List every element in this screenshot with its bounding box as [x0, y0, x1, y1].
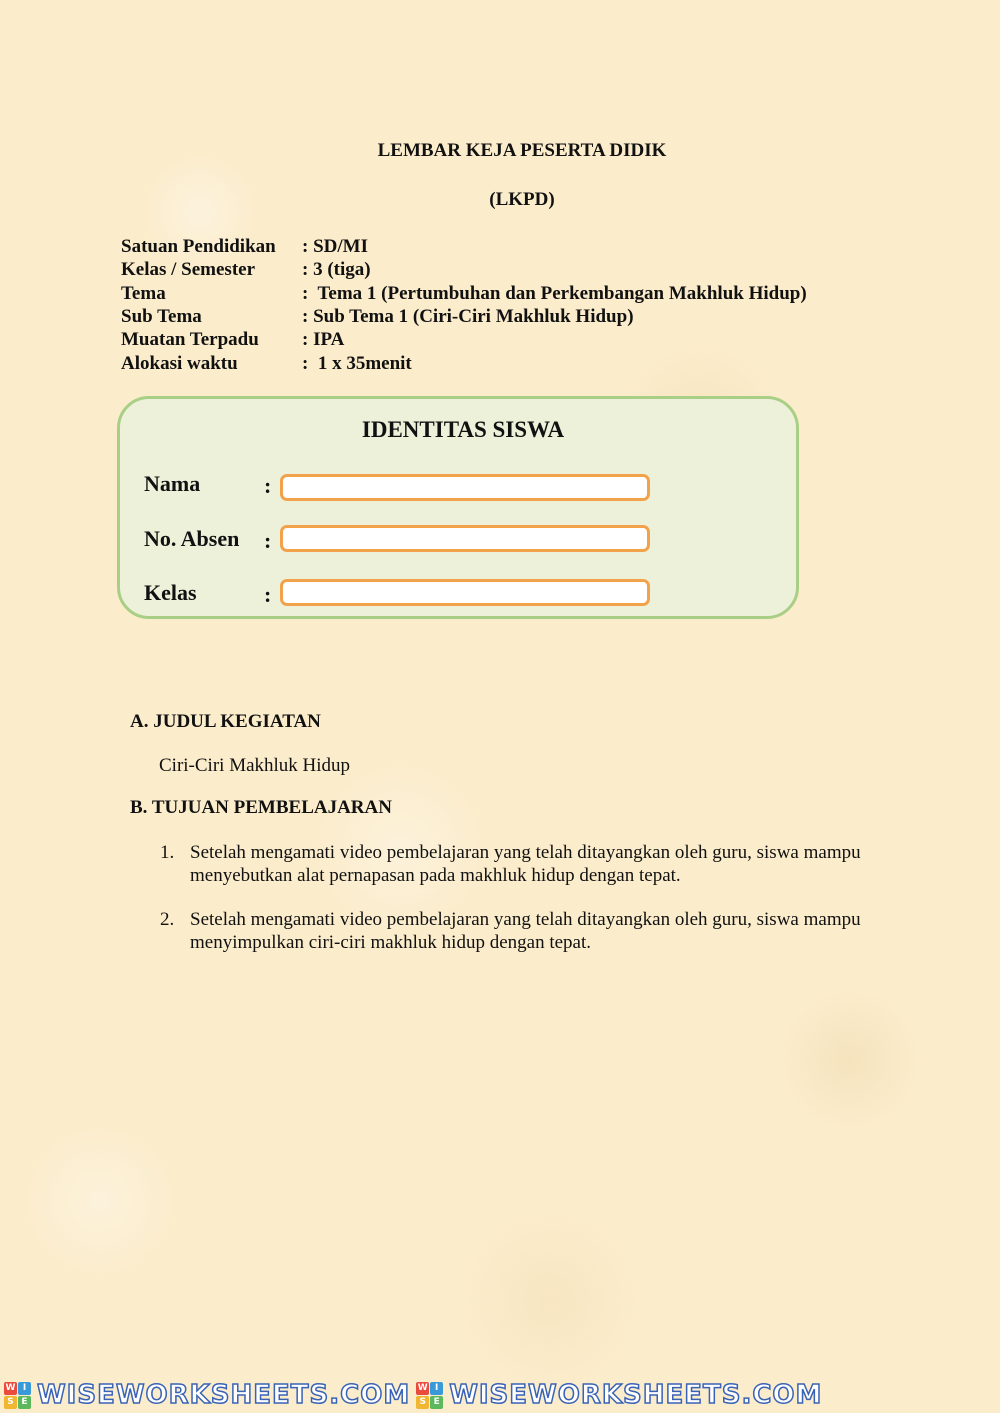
meta-value-satuan: : SD/MI	[302, 236, 368, 257]
section-b-heading: B. TUJUAN PEMBELAJARAN	[130, 797, 392, 818]
objective-text-2-line2: menyimpulkan ciri-ciri makhluk hidup dengan tepat.	[190, 932, 592, 953]
identity-title: IDENTITAS SISWA	[361, 417, 565, 442]
meta-value-kelas: : 3 (tiga)	[302, 259, 371, 280]
footer-watermark	[0, 1377, 1000, 1413]
student-identity-box	[117, 396, 799, 619]
identity-label-nama: Nama	[144, 471, 201, 496]
document-title: LEMBAR KEJA PESERTA DIDIK	[377, 140, 667, 161]
identity-label-kelas: Kelas	[144, 580, 197, 605]
objective-text-1-line2: menyebutkan alat pernapasan pada makhluk hidup dengan tepat.	[190, 865, 681, 886]
objective-number-1: 1.	[160, 842, 175, 863]
logo-letter: W	[5, 1383, 16, 1393]
name-input[interactable]	[280, 474, 650, 501]
meta-label-tema: Tema	[121, 283, 166, 304]
meta-value-alokasi: : 1 x 35menit	[302, 353, 412, 374]
meta-label-satuan: Satuan Pendidikan	[121, 236, 276, 257]
logo-letter: I	[18, 1382, 31, 1395]
footer-brand-text: WISEWORKSHEETS.COM	[449, 1380, 823, 1410]
meta-label-subtema: Sub Tema	[121, 306, 202, 327]
wise-logo-icon	[416, 1382, 443, 1409]
objective-text-2-line1: Setelah mengamati video pembelajaran yang telah ditayangkan oleh guru, siswa mampu	[190, 909, 861, 930]
meta-label-alokasi: Alokasi waktu	[121, 353, 238, 374]
identity-colon-kelas: :	[264, 582, 272, 607]
logo-letter: S	[416, 1396, 429, 1409]
objective-number-2: 2.	[160, 909, 175, 930]
identity-colon-nama: :	[264, 473, 272, 498]
meta-label-kelas: Kelas / Semester	[121, 259, 256, 280]
activity-title-text: Ciri-Ciri Makhluk Hidup	[159, 755, 351, 776]
logo-letter: E	[18, 1396, 31, 1409]
logo-letter: W	[417, 1383, 428, 1393]
objective-text-1-line1: Setelah mengamati video pembelajaran yang telah ditayangkan oleh guru, siswa mampu	[190, 842, 861, 863]
meta-value-subtema: : Sub Tema 1 (Ciri-Ciri Makhluk Hidup)	[302, 306, 634, 327]
meta-value-muatan: : IPA	[302, 329, 345, 350]
logo-letter: E	[430, 1396, 443, 1409]
section-a-heading: A. JUDUL KEGIATAN	[130, 711, 321, 732]
logo-letter: I	[430, 1382, 443, 1395]
identity-label-absen: No. Absen	[144, 526, 240, 551]
document-subtitle: (LKPD)	[489, 189, 555, 210]
class-input[interactable]	[280, 579, 650, 606]
meta-label-muatan: Muatan Terpadu	[121, 329, 259, 350]
identity-colon-absen: :	[264, 528, 272, 553]
absence-number-input[interactable]	[280, 525, 650, 552]
logo-letter: S	[4, 1396, 17, 1409]
wise-logo-icon	[4, 1382, 31, 1409]
footer-brand-text: WISEWORKSHEETS.COM	[37, 1380, 411, 1410]
meta-value-tema: : Tema 1 (Pertumbuhan dan Perkembangan Makhluk Hidup)	[302, 283, 807, 304]
